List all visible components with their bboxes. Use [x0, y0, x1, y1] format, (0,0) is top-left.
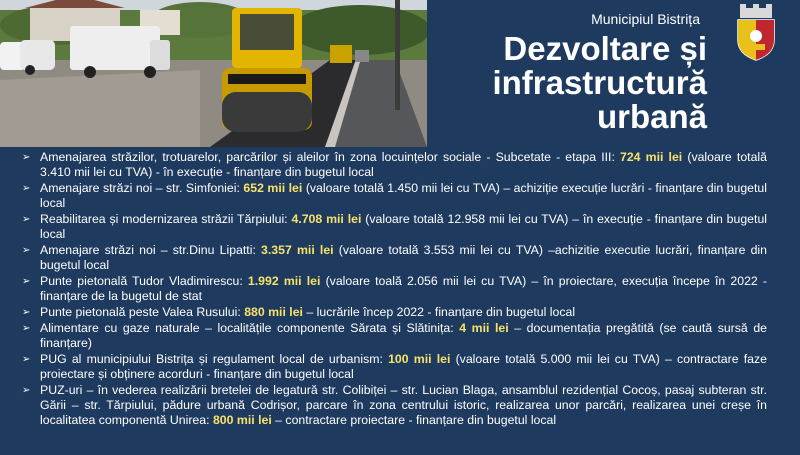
item-text: (valoare totală 12.958 mii lei cu TVA) – în execuție - finanțare din bugetul local [40, 211, 768, 242]
item-amount: 4 mii lei [459, 320, 509, 335]
list-item [22, 274, 767, 305]
item-text: Punte pietonală Tudor Vladimirescu: [40, 273, 248, 288]
item-text: (valoare toală 2.056 mii lei cu TVA) – în proiectare, execuția începe în 2022 - finanțare de la bugetul de stat [40, 273, 768, 304]
item-text: (valoare totală 3.410 mii lei cu TVA) - în execuție - finanțare din bugetul local [40, 150, 767, 180]
arrow-bullet-icon: ➢ [22, 244, 31, 256]
item-text: Amenajare străzi noi – str.Dinu Lipatti: [40, 242, 262, 257]
item-text: Alimentare cu gaze naturale – localitățile componente Sărata și Slătinița: [40, 320, 460, 335]
item-text: Reabilitarea și modernizarea străzii Tărpiului: [40, 211, 292, 226]
arrow-bullet-icon: ➢ [22, 182, 31, 194]
arrow-bullet-icon: ➢ [22, 353, 31, 365]
road-construction-photo [0, 0, 427, 147]
page-title [492, 32, 707, 134]
item-text: Amenajare străzi noi – str. Simfoniei: [40, 180, 244, 195]
item-text: PUG al municipiului Bistrița și regulament local de urbanism: [40, 351, 389, 366]
item-amount: 800 mii lei [212, 413, 272, 428]
list-item [22, 305, 767, 320]
arrow-bullet-icon: ➢ [22, 322, 31, 334]
title-line-2: infrastructură [492, 64, 707, 101]
list-item [22, 321, 767, 352]
item-text: (valoare totală 5.000 mii lei cu TVA) – contractare faze proiectare și obținere acorduri - finanțare din bugetul local [40, 351, 767, 381]
item-text: Amenajarea străzilor, trotuarelor, parcărilor și aleilor în zona locuințelor sociale - Subcetate - etapa III: [40, 150, 620, 164]
title-line-1: Dezvoltare și [503, 30, 707, 67]
municipality-name: Municipiul Bistrița [591, 11, 700, 27]
item-amount: 1.992 mii lei [247, 273, 321, 288]
item-text: Punte pietonală peste Valea Rusului: [40, 304, 245, 319]
arrow-bullet-icon: ➢ [22, 306, 31, 318]
item-text: – lucrările încep 2022 - finanțare din bugetul local [302, 304, 576, 319]
header [427, 0, 800, 147]
list-item [22, 383, 767, 429]
item-text: PUZ-uri – în vederea realizării bretelei de legatură str. Colibiței – str. Lucian Blaga, ansamblul rezidențial Cocoș, pasaj subteran str. Gării – str. Tărpiului, pădure urbană Codrișor, parcare în zona centrului istoric, realizarea unor parcări, realizarea unei creșe în localitatea componentă Unirea: [40, 382, 767, 428]
item-amount: 724 mii lei [620, 150, 683, 164]
list-item [22, 150, 767, 181]
item-text: (valoare totală 1.450 mii lei cu TVA) – achiziție execuție lucrări - finanțare din bugetul local [40, 180, 767, 211]
title-line-3: urbană [596, 98, 707, 135]
item-text: – contractare proiectare - finanțare din bugetul local [271, 413, 557, 428]
arrow-bullet-icon: ➢ [22, 152, 31, 163]
list-item [22, 352, 767, 383]
item-amount: 100 mii lei [388, 351, 451, 366]
item-amount: 880 mii lei [244, 304, 303, 319]
arrow-bullet-icon: ➢ [22, 275, 31, 287]
item-amount: 3.357 mii lei [261, 242, 334, 257]
list-item [22, 181, 767, 212]
item-text: – documentația pregătită (se caută sursă de finanțare) [40, 320, 767, 350]
item-amount: 4.708 mii lei [291, 211, 362, 226]
list-item [22, 243, 767, 274]
project-list [22, 150, 767, 429]
arrow-bullet-icon: ➢ [22, 213, 31, 225]
list-item [22, 212, 767, 243]
item-text: (valoare totală 3.553 mii lei cu TVA) –achizitie executie lucrări, finanțare din bugetul local [40, 242, 767, 273]
item-amount: 652 mii lei [243, 180, 303, 195]
arrow-bullet-icon: ➢ [22, 384, 31, 396]
city-crest-icon [734, 4, 778, 62]
